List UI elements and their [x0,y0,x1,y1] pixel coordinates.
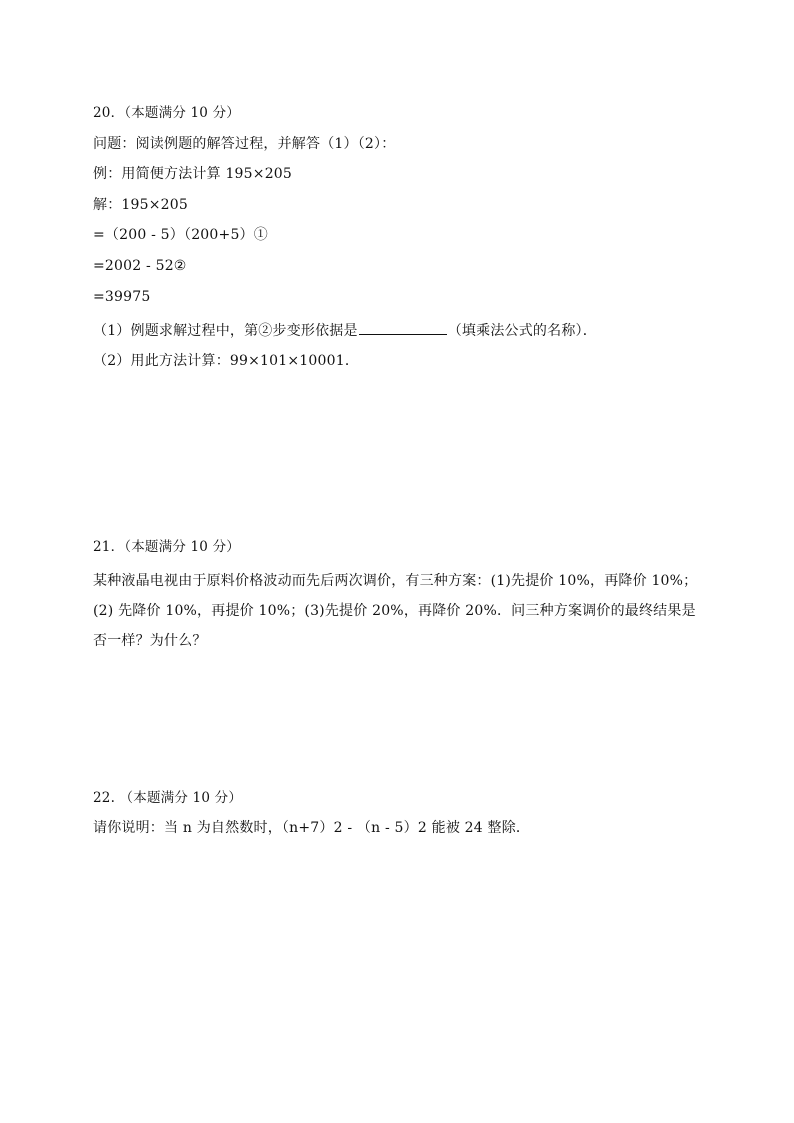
q21-text: 某种液晶电视由于原料价格波动而先后两次调价，有三种方案：(1)先提价 10%，再降价 10%；(2) 先降价 10%，再提价 10%；(3)先提价 20%，再降价 20%．问三种方案调价的最终结果是否一样？为什么？ [93,573,698,649]
q20-title: 20．（本题满分 10 分） [93,105,240,121]
q20-part2: （2）用此方法计算：99×101×10001． [93,353,360,369]
q20-part1-text: （1）例题求解过程中，第②步变形依据是 [93,323,358,339]
q20-solution-line: =39975 [93,289,151,305]
q20-part1-suffix: （填乘法公式的名称）． [447,323,597,339]
q20-part1 [93,320,597,341]
q22-title: 22. （本题满分 10 分） [93,790,243,806]
q21-title: 21．（本题满分 10 分） [93,539,240,555]
q20-solution-line: 解：195×205 [93,197,188,213]
q20-example: 例：用简便方法计算 195×205 [93,166,293,182]
answer-blank [359,320,447,335]
q20-solution-line: =2002 - 52② [93,258,187,274]
q20-solution-line: =（200 - 5）（200+5）① [93,227,268,243]
q22-text: 请你说明：当 n 为自然数时，（n+7）2 - （n - 5）2 能被 24 整除． [93,820,531,836]
q20-problem: 问题：阅读例题的解答过程，并解答（1）（2）： [93,136,396,152]
